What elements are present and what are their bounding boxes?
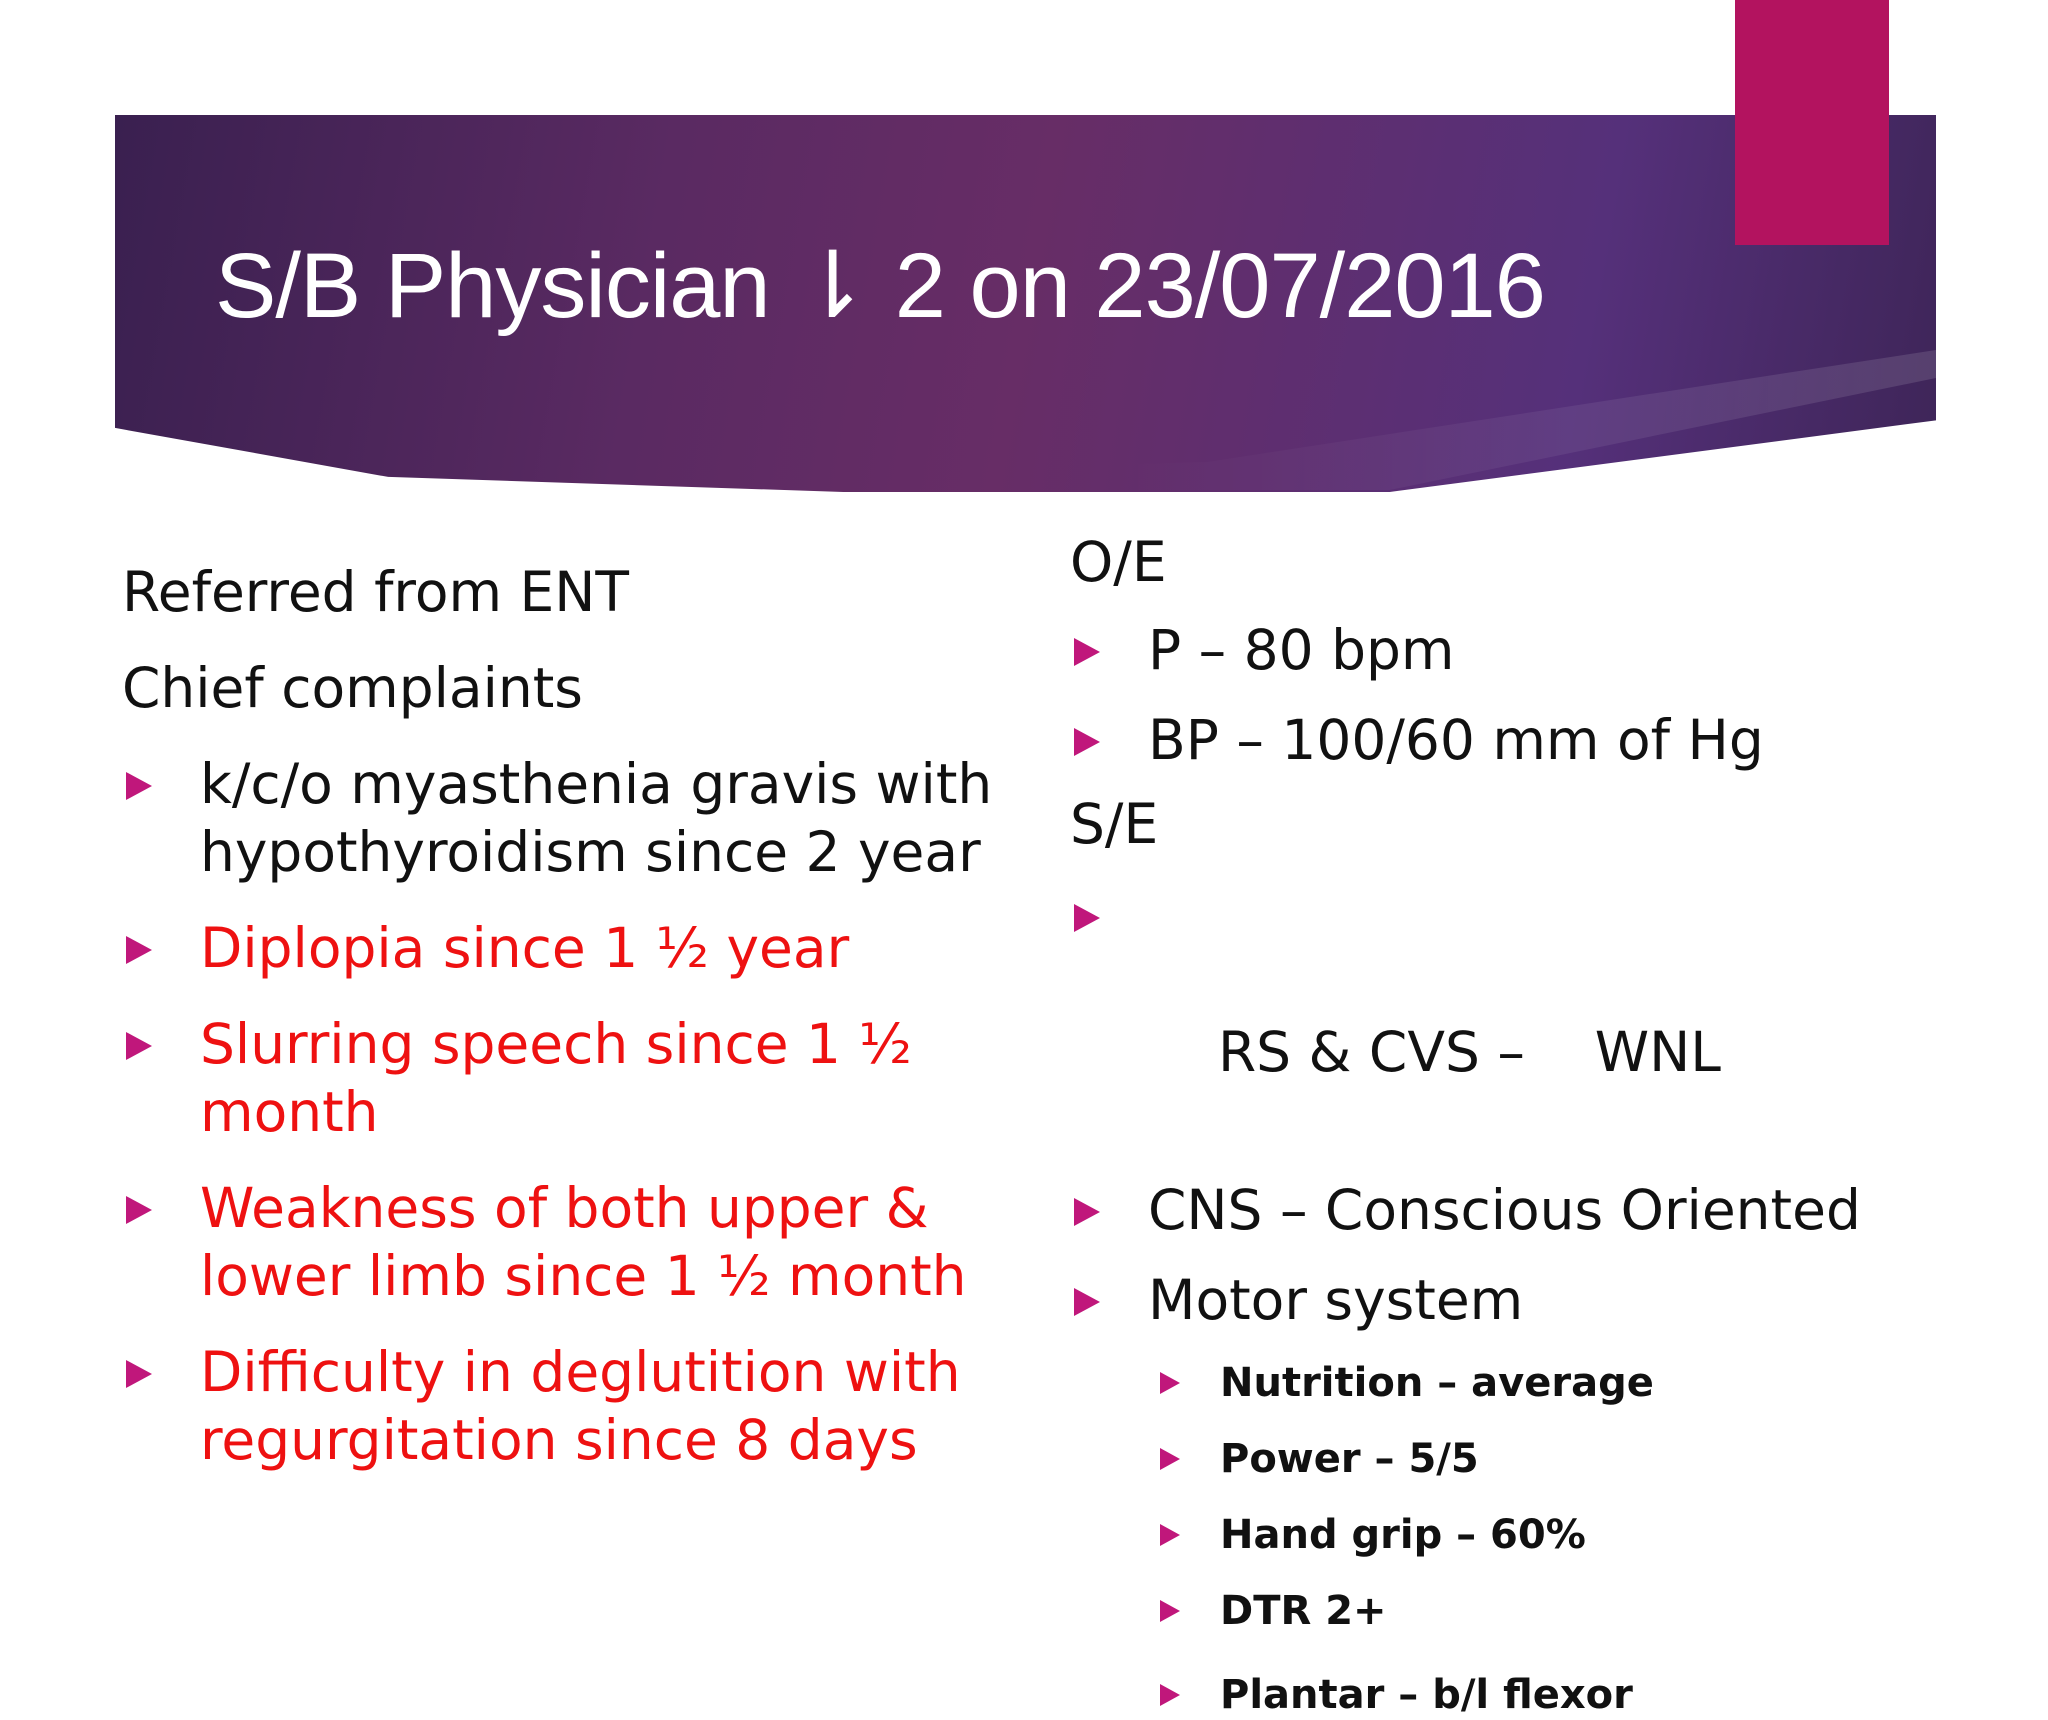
oe-item xyxy=(1070,706,1970,774)
motor-item xyxy=(1160,1434,1970,1484)
bullet-icon xyxy=(1160,1448,1180,1470)
oe-item-text: P – 80 bpm xyxy=(1148,618,1455,682)
complaint-line: regurgitation since 8 days xyxy=(200,1408,918,1472)
bullet-icon xyxy=(1160,1524,1180,1546)
complaint-line: hypothyroidism since 2 year xyxy=(200,820,981,884)
bullet-icon xyxy=(1074,728,1100,756)
se-item xyxy=(1070,1266,1970,1334)
complaint-item xyxy=(122,914,1002,982)
se-item xyxy=(1070,1176,1970,1244)
bullet-icon xyxy=(126,1360,152,1388)
se-heading: S/E xyxy=(1070,792,1159,856)
complaint-item xyxy=(122,1338,1002,1474)
bullet-icon xyxy=(1074,904,1100,932)
left-column xyxy=(122,560,1002,1474)
bullet-icon xyxy=(126,936,152,964)
complaint-line: Difficulty in deglutition with xyxy=(200,1340,961,1404)
bullet-icon xyxy=(1074,1288,1100,1316)
motor-item-text: Hand grip – 60% xyxy=(1220,1512,1586,1558)
complaint-item xyxy=(122,1174,1002,1310)
slide-title: S/B Physician ⇂ 2 on 23/07/2016 xyxy=(215,235,1545,337)
motor-item xyxy=(1160,1358,1970,1408)
motor-sublist xyxy=(1070,1358,1970,1720)
bullet-icon xyxy=(126,1032,152,1060)
bullet-icon xyxy=(126,1196,152,1224)
oe-item-text: BP – 100/60 mm of Hg xyxy=(1148,708,1764,772)
motor-item xyxy=(1160,1586,1970,1636)
accent-bar xyxy=(1735,0,1889,245)
complaint-line: lower limb since 1 ½ month xyxy=(200,1244,967,1308)
motor-item-text: Plantar – b/l flexor xyxy=(1220,1672,1633,1718)
se-item xyxy=(1070,882,1970,1154)
motor-item-text: Nutrition – average xyxy=(1220,1360,1654,1406)
complaint-line: month xyxy=(200,1080,379,1144)
se-item-text: Motor system xyxy=(1148,1268,1524,1332)
right-column xyxy=(1070,530,1970,1720)
complaint-item xyxy=(122,750,1002,886)
se-item-text: CNS – Conscious Oriented xyxy=(1148,1178,1861,1242)
motor-item-text: Power – 5/5 xyxy=(1220,1436,1479,1482)
motor-item-text: DTR 2+ xyxy=(1220,1588,1387,1634)
bullet-icon xyxy=(1074,638,1100,666)
bullet-icon xyxy=(1160,1372,1180,1394)
bullet-icon xyxy=(126,772,152,800)
complaint-line: Diplopia since 1 ½ year xyxy=(200,916,850,980)
complaint-line: Weakness of both upper & xyxy=(200,1176,929,1240)
motor-item xyxy=(1160,1670,1970,1720)
se-item-text: RS & CVS – WNL xyxy=(1217,1020,1721,1084)
oe-item xyxy=(1070,616,1970,684)
complaint-item xyxy=(122,1010,1002,1146)
complaints-heading: Chief complaints xyxy=(122,656,583,720)
bullet-icon xyxy=(1160,1600,1180,1622)
complaint-line: k/c/o myasthenia gravis with xyxy=(200,752,993,816)
referred-line: Referred from ENT xyxy=(122,560,630,624)
motor-item xyxy=(1160,1510,1970,1560)
complaint-line: Slurring speech since 1 ½ xyxy=(200,1012,912,1076)
oe-heading: O/E xyxy=(1070,530,1167,594)
bullet-icon xyxy=(1074,1198,1100,1226)
bullet-icon xyxy=(1160,1684,1180,1706)
